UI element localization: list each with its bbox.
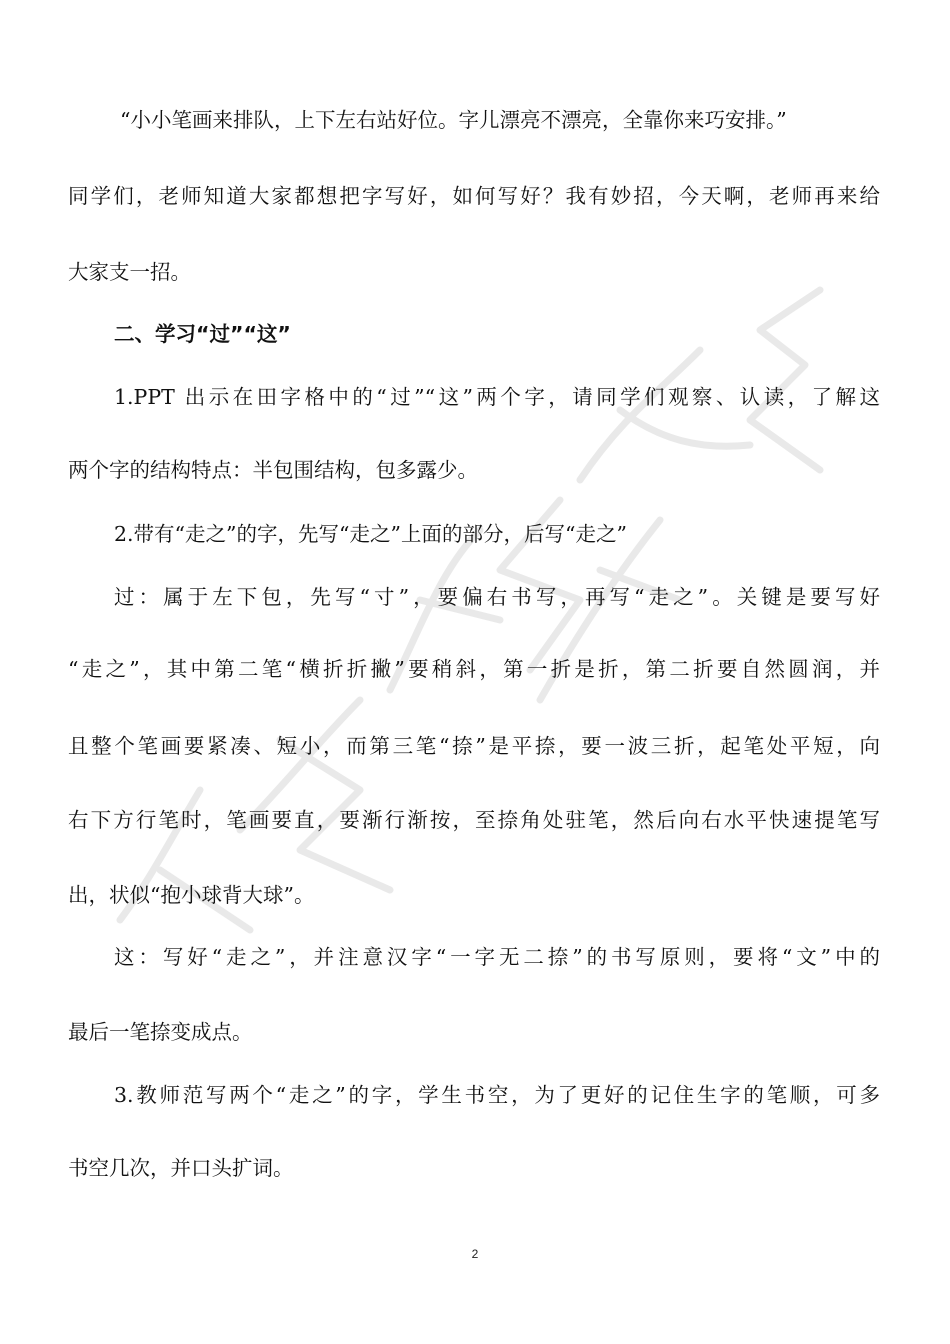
paragraph-3-line-1: 2.带有“走之”的字，先写“走之”上面的部分，后写“走之” [114, 522, 627, 546]
paragraph-4-line-1: 过：属于左下包，先写“寸”，要偏右书写，再写“走之”。关键是要写好 [114, 585, 880, 609]
paragraph-2-line-2: 两个字的结构特点：半包围结构，包多露少。 [68, 458, 478, 482]
paragraph-6-line-2: 书空几次，并口头扩词。 [68, 1156, 294, 1180]
paragraph-6-line-1: 3.教师范写两个“走之”的字，学生书空，为了更好的记住生字的笔顺，可多 [114, 1083, 880, 1107]
paragraph-1-line-2: 同学们，老师知道大家都想把字写好，如何写好？我有妙招，今天啊，老师再来给 [68, 184, 880, 208]
paragraph-5-line-1: 这：写好“走之”，并注意汉字“一字无二捺”的书写原则，要将“文”中的 [114, 945, 880, 969]
paragraph-4-line-5: 出，状似“抱小球背大球”。 [68, 883, 315, 907]
paragraph-1-line-3: 大家支一招。 [68, 260, 191, 284]
paragraph-2-line-1: 1.PPT 出示在田字格中的“过”“这”两个字，请同学们观察、认读，了解这 [114, 385, 880, 409]
section-heading: 二、学习“过”“这” [114, 322, 291, 346]
paragraph-1-line-1: “小小笔画来排队，上下左右站好位。字儿漂亮不漂亮，全靠你来巧安排。” [120, 108, 787, 132]
paragraph-4-line-3: 且整个笔画要紧凑、短小，而第三笔“捺”是平捺，要一波三折，起笔处平短，向 [68, 734, 880, 758]
page-number: 2 [471, 1247, 479, 1261]
paragraph-4-line-4: 右下方行笔时，笔画要直，要渐行渐按，至捺角处驻笔，然后向右水平快速提笔写 [68, 808, 880, 832]
paragraph-4-line-2: “走之”，其中第二笔“横折折撇”要稍斜，第一折是折，第二折要自然圆润，并 [68, 657, 880, 681]
paragraph-5-line-2: 最后一笔捺变成点。 [68, 1020, 253, 1044]
